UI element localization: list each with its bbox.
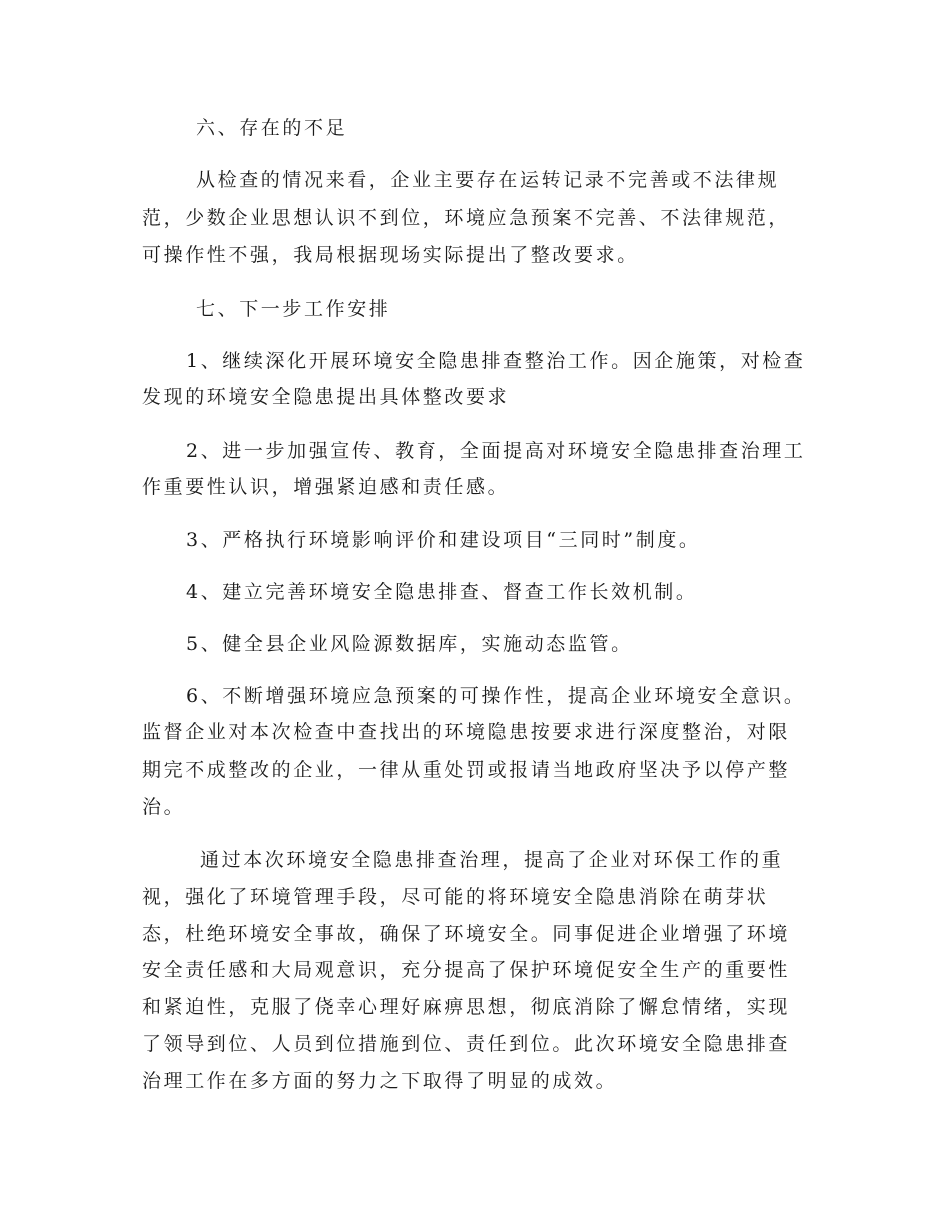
list-item-line: 2、进一步加强宣传、教育，全面提高对环境安全隐患排查治理工 xyxy=(186,440,806,462)
paragraph-line: 和紧迫性，克服了侥幸心理好麻痹思想，彻底消除了懈怠情绪，实现 xyxy=(142,996,791,1018)
paragraph-line: 安全责任感和大局观意识，充分提高了保护环境促安全生产的重要性 xyxy=(142,959,791,981)
paragraph-line: 治理工作在多方面的努力之下取得了明显的成效。 xyxy=(142,1070,618,1092)
list-item-line: 治。 xyxy=(142,796,186,818)
section-heading: 六、存在的不足 xyxy=(196,117,348,139)
paragraph-line: 通过本次环境安全隐患排查治理，提高了企业对环保工作的重 xyxy=(200,849,784,871)
list-item-line: 4、建立完善环境安全隐患排查、督查工作长效机制。 xyxy=(186,581,698,603)
list-item-line: 3、严格执行环境影响评价和建设项目“三同时”制度。 xyxy=(186,529,701,551)
paragraph-line: 了领导到位、人员到位措施到位、责任到位。此次环境安全隐患排查 xyxy=(142,1033,791,1055)
paragraph-line: 视，强化了环境管理手段，尽可能的将环境安全隐患消除在萌芽状 xyxy=(142,886,769,908)
paragraph-line: 态，杜绝环境安全事故，确保了环境安全。同事促进企业增强了环境 xyxy=(142,923,791,945)
list-item-line: 发现的环境安全隐患提出具体整改要求 xyxy=(142,386,510,408)
list-item-line: 5、健全县企业风险源数据库，实施动态监管。 xyxy=(186,633,633,655)
list-item-line: 期完不成整改的企业，一律从重处罚或报请当地政府坚决予以停产整 xyxy=(142,759,791,781)
paragraph-line: 范，少数企业思想认识不到位，环境应急预案不完善、不法律规范， xyxy=(142,207,791,229)
paragraph-line: 从检查的情况来看，企业主要存在运转记录不完善或不法律规 xyxy=(196,169,780,191)
section-heading: 七、下一步工作安排 xyxy=(196,298,391,320)
list-item-line: 6、不断增强环境应急预案的可操作性，提高企业环境安全意识。 xyxy=(186,685,806,707)
list-item-line: 监督企业对本次检查中查找出的环境隐患按要求进行深度整治，对限 xyxy=(142,721,791,743)
paragraph-line: 可操作性不强，我局根据现场实际提出了整改要求。 xyxy=(142,244,639,266)
list-item-line: 作重要性认识，增强紧迫感和责任感。 xyxy=(142,476,510,498)
list-item-line: 1、继续深化开展环境安全隐患排查整治工作。因企施策，对检查 xyxy=(186,350,806,372)
